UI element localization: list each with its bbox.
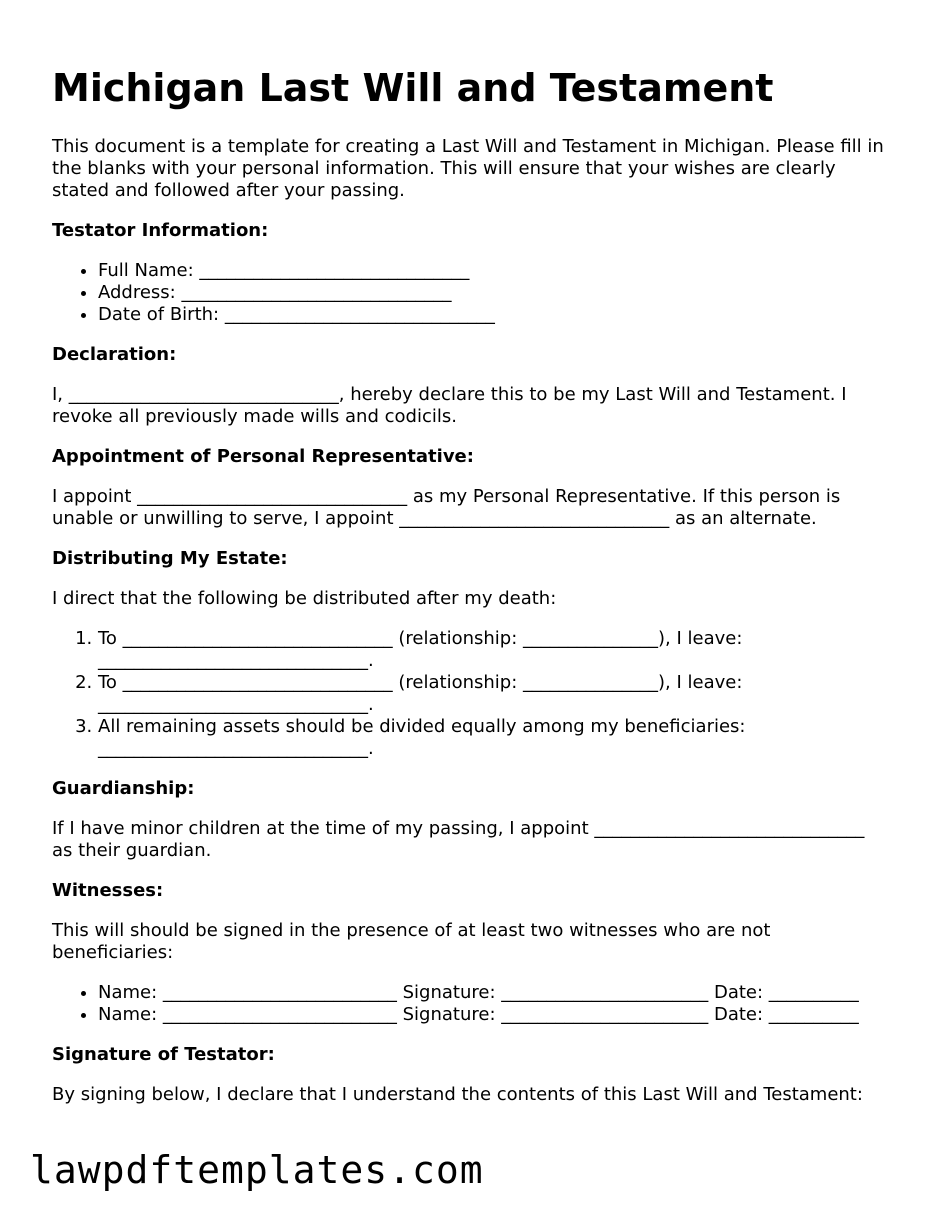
- testator-list: [52, 260, 890, 326]
- witnesses-heading: Witnesses:: [52, 880, 164, 901]
- list-item: • Address: ______________________________: [98, 282, 890, 304]
- document-page: [52, 64, 890, 1124]
- estate-intro: I direct that the following be distributed after my death:: [52, 588, 557, 609]
- estate-list: [52, 628, 890, 760]
- guardianship-heading: Guardianship:: [52, 778, 195, 799]
- signature-heading: Signature of Testator:: [52, 1044, 275, 1065]
- list-item: • Name: __________________________ Signature: _______________________ Date: __________: [98, 1004, 890, 1026]
- page-title: Michigan Last Will and Testament: [52, 66, 774, 110]
- watermark-text: lawpdftemplates.com: [30, 1148, 484, 1192]
- list-item: • Name: __________________________ Signature: _______________________ Date: __________: [98, 982, 890, 1004]
- signature-text: By signing below, I declare that I understand the contents of this Last Will and Testament:: [52, 1084, 863, 1105]
- list-item: 2. To ______________________________ (relationship: _______________), I leave: ______________________________.: [98, 672, 890, 716]
- list-item: 1. To ______________________________ (relationship: _______________), I leave: ______________________________.: [98, 628, 890, 672]
- testator-heading: Testator Information:: [52, 220, 269, 241]
- witnesses-text: This will should be signed in the presence of at least two witnesses who are not beneficiaries:: [52, 920, 771, 963]
- list-item: • Full Name: ______________________________: [98, 260, 890, 282]
- representative-heading: Appointment of Personal Representative:: [52, 446, 474, 467]
- guardianship-text: If I have minor children at the time of my passing, I appoint ______________________________ as their guardian.: [52, 818, 865, 861]
- declaration-text: I, ______________________________, hereby declare this to be my Last Will and Testament. I revoke all previously made wills and codicils.: [52, 384, 847, 427]
- declaration-heading: Declaration:: [52, 344, 177, 365]
- list-item: • Date of Birth: ______________________________: [98, 304, 890, 326]
- list-item: 3. All remaining assets should be divided equally among my beneficiaries: ______________________________.: [98, 716, 890, 760]
- intro-paragraph: This document is a template for creating a Last Will and Testament in Michigan. Please fill in the blanks with your personal information. This will ensure that your wishes are clearly stated and followed after your passing.: [52, 136, 884, 201]
- representative-text: I appoint ______________________________ as my Personal Representative. If this person is unable or unwilling to serve, I appoint ______________________________ as an alternate.: [52, 486, 841, 529]
- estate-heading: Distributing My Estate:: [52, 548, 288, 569]
- witnesses-list: [52, 982, 890, 1026]
